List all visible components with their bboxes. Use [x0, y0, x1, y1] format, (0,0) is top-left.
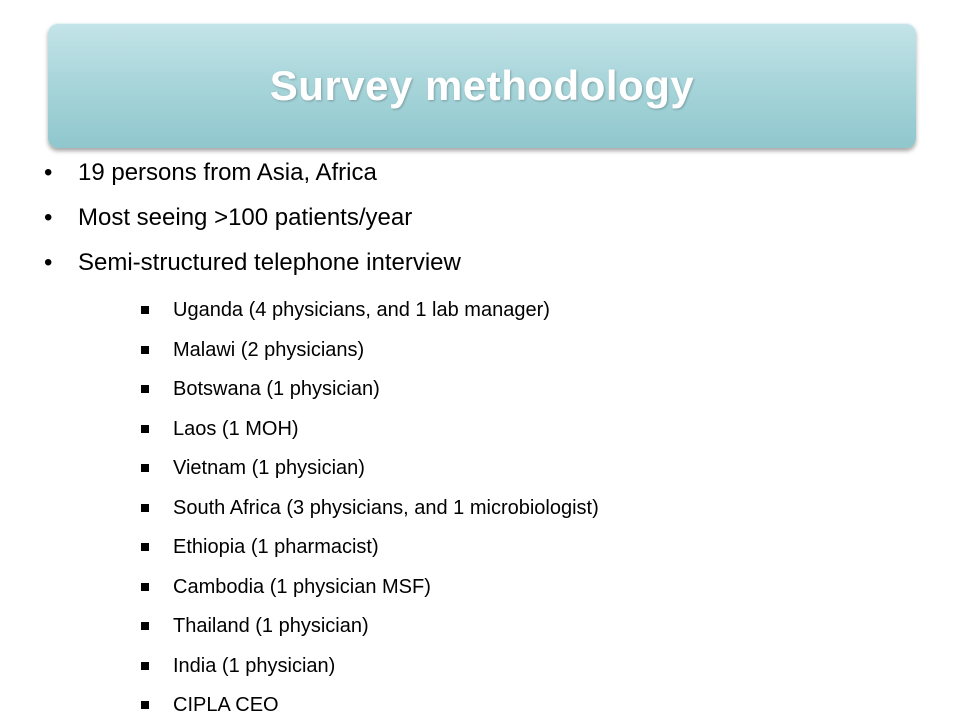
sub-bullet-item [0, 410, 960, 450]
bullet-dot-icon: • [44, 159, 53, 186]
sub-bullet-text: Ethiopia (1 pharmacist) [173, 536, 379, 558]
sub-bullet-item [0, 528, 960, 568]
sub-bullet-item [0, 607, 960, 647]
bullet-text: 19 persons from Asia, Africa [78, 159, 377, 186]
square-bullet-icon [141, 543, 149, 551]
sub-bullet-item [0, 370, 960, 410]
square-bullet-icon [141, 306, 149, 314]
square-bullet-icon [141, 385, 149, 393]
sub-bullet-text: India (1 physician) [173, 654, 336, 677]
square-bullet-icon [141, 622, 149, 630]
sub-bullet-text: Laos (1 MOH) [173, 417, 299, 440]
sub-bullet-text: Vietnam (1 physician) [173, 457, 365, 479]
square-bullet-icon [141, 504, 149, 512]
sub-bullet-text: Thailand (1 physician) [173, 615, 369, 637]
sub-bullet-item [0, 449, 960, 489]
square-bullet-icon [141, 346, 149, 354]
sub-bullet-text: Botswana (1 physician) [173, 378, 380, 400]
bullet-list [0, 150, 960, 720]
slide-title: Survey methodology [269, 61, 695, 109]
square-bullet-icon [141, 464, 149, 472]
sub-bullet-text: Malawi (2 physicians) [173, 338, 365, 361]
sub-bullet-item [0, 568, 960, 608]
sub-bullet-item [0, 331, 960, 371]
square-bullet-icon [141, 662, 149, 670]
bullet-text: Semi-structured telephone interview [78, 249, 461, 276]
sub-bullet-item [0, 686, 960, 720]
bullet-dot-icon: • [44, 249, 53, 276]
sub-bullet-text: CIPLA CEO [173, 694, 279, 716]
bullet-item [0, 240, 960, 285]
sub-bullet-item [0, 489, 960, 529]
sub-bullet-text: Cambodia (1 physician MSF) [173, 575, 431, 598]
bullet-item [0, 150, 960, 195]
sub-bullet-text: South Africa (3 physicians, and 1 microbiologist) [173, 496, 599, 519]
bullet-dot-icon: • [44, 204, 53, 231]
bullet-text: Most seeing >100 patients/year [78, 204, 413, 231]
square-bullet-icon [141, 583, 149, 591]
sub-bullet-item [0, 647, 960, 687]
title-banner [48, 23, 916, 148]
bullet-item [0, 195, 960, 240]
square-bullet-icon [141, 701, 149, 709]
square-bullet-icon [141, 425, 149, 433]
sub-bullet-item [0, 291, 960, 331]
sub-bullet-text: Uganda (4 physicians, and 1 lab manager) [173, 299, 550, 321]
